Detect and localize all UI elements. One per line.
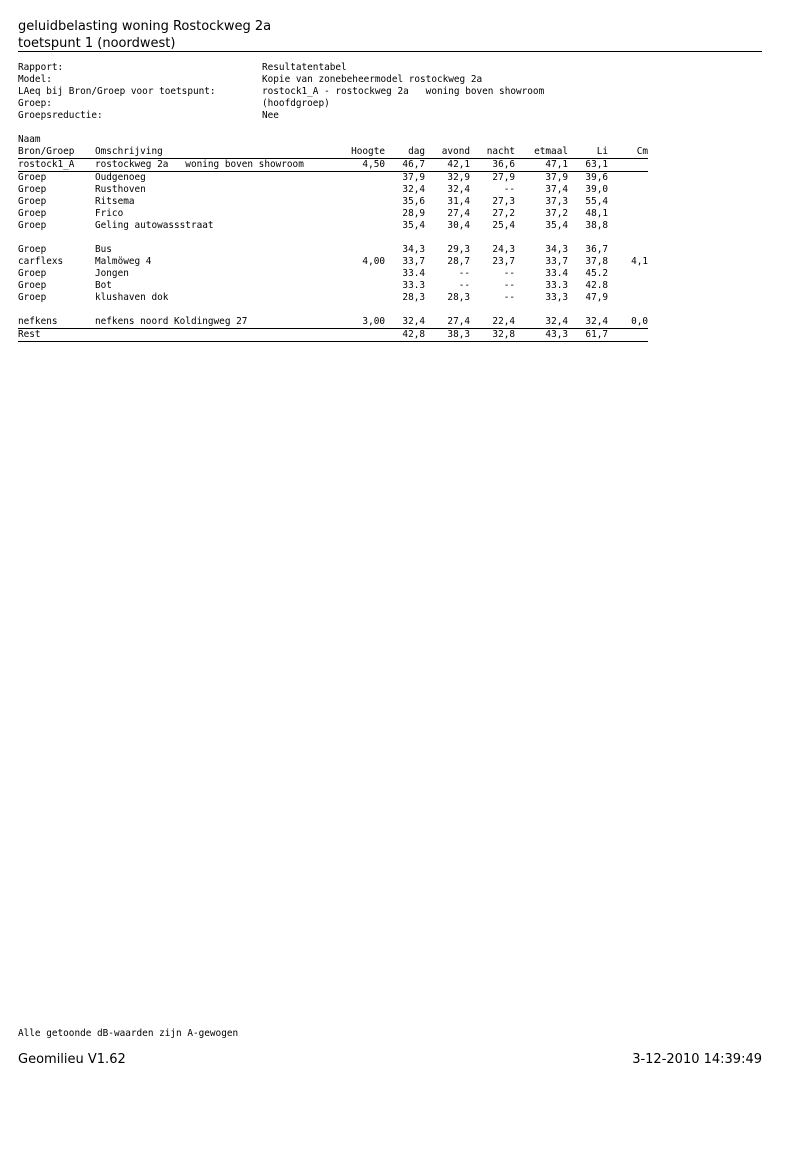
cell-dag: 46,7	[385, 159, 425, 172]
meta-row-groepsreductie	[18, 110, 279, 122]
cell-cm	[608, 196, 648, 208]
cell-avond: 32,9	[447, 172, 470, 183]
cell-avond: 28,7	[447, 256, 470, 267]
report-timestamp: 3-12-2010 14:39:49	[632, 1052, 762, 1067]
cell-li: 32,4	[568, 316, 608, 329]
cell-cm	[608, 172, 648, 185]
cell-hoogte	[335, 329, 385, 342]
cell-naam: nefkens	[18, 316, 95, 329]
meta-key: Groepsreductie:	[18, 110, 103, 121]
cell-etmaal: 33,3	[545, 292, 568, 303]
meta-row-groep	[18, 98, 330, 110]
cell-nacht: --	[503, 268, 515, 279]
header-nacht: nacht	[470, 146, 515, 159]
cell-etmaal: 37,3	[545, 196, 568, 207]
cell-cm	[608, 292, 648, 304]
cell-cm: 4,1	[631, 256, 648, 267]
meta-value: rostock1_A - rostockweg 2a woning boven showroom	[262, 86, 545, 97]
cell-omschrijving: Geling autowassstraat	[95, 220, 214, 231]
cell-hoogte: 4,00	[362, 256, 385, 267]
header-li: Li	[568, 146, 608, 159]
report-title: geluidbelasting woning Rostockweg 2a	[18, 19, 272, 34]
cell-naam: Groep	[18, 196, 47, 207]
cell-dag: 42,8	[385, 329, 425, 342]
table-header-row	[18, 146, 648, 159]
cell-etmaal: 32,4	[515, 316, 568, 329]
cell-li: 61,7	[568, 329, 608, 342]
cell-dag: 33.4	[402, 268, 425, 279]
cell-etmaal: 35,4	[545, 220, 568, 231]
cell-cm	[608, 184, 648, 196]
cell-avond: 27,4	[447, 208, 470, 219]
cell-etmaal: 47,1	[515, 159, 568, 172]
header-cm: Cm	[608, 146, 648, 159]
cell-hoogte	[335, 172, 385, 185]
cell-nacht: --	[503, 280, 515, 291]
cell-omschrijving: Bus	[95, 244, 112, 255]
cell-nacht: 27,2	[492, 208, 515, 219]
cell-dag: 33.3	[402, 280, 425, 291]
cell-naam: Groep	[18, 268, 47, 279]
header-bron-groep: Bron/Groep	[18, 146, 95, 159]
meta-row-rapport	[18, 62, 347, 74]
cell-nacht: 25,4	[492, 220, 515, 231]
cell-li: 48,1	[585, 208, 608, 219]
meta-key: Groep:	[18, 98, 52, 109]
cell-cm	[608, 329, 648, 342]
cell-nacht: 36,6	[470, 159, 515, 172]
cell-etmaal: 37,9	[545, 172, 568, 183]
cell-dag: 28,9	[402, 208, 425, 219]
meta-value: Kopie van zonebeheermodel rostockweg 2a	[262, 74, 483, 85]
meta-key: LAeq bij Bron/Groep voor toetspunt:	[18, 86, 216, 97]
cell-cm	[608, 268, 648, 280]
cell-avond: 27,4	[425, 316, 470, 329]
cell-avond: 29,3	[447, 244, 470, 255]
cell-etmaal: 37,4	[545, 184, 568, 195]
cell-nacht: 23,7	[492, 256, 515, 267]
cell-avond: 38,3	[425, 329, 470, 342]
cell-li: 47,9	[585, 292, 608, 303]
cell-li: 39,0	[585, 184, 608, 195]
cell-li: 55,4	[585, 196, 608, 207]
cell-hoogte: 4,50	[335, 159, 385, 172]
cell-dag: 34,3	[402, 244, 425, 255]
meta-row-model	[18, 74, 483, 86]
cell-li: 42.8	[585, 280, 608, 291]
cell-etmaal: 33.4	[545, 268, 568, 279]
cell-omschrijving: nefkens noord Koldingweg 27	[95, 316, 335, 329]
header-divider	[18, 51, 762, 52]
table-row	[18, 220, 648, 232]
meta-value: (hoofdgroep)	[262, 98, 330, 109]
cell-dag: 35,6	[402, 196, 425, 207]
cell-nacht: 32,8	[470, 329, 515, 342]
table-row	[18, 280, 648, 292]
table-row	[18, 316, 648, 329]
cell-avond: 31,4	[447, 196, 470, 207]
cell-naam: Groep	[18, 244, 47, 255]
software-version: Geomilieu V1.62	[18, 1052, 126, 1067]
cell-hoogte	[335, 292, 385, 304]
cell-naam: carflexs	[18, 256, 64, 267]
cell-omschrijving: Bot	[95, 280, 112, 291]
cell-etmaal: 33.3	[545, 280, 568, 291]
header-avond: avond	[425, 146, 470, 159]
header-etmaal: etmaal	[515, 146, 568, 159]
table-row	[18, 292, 648, 304]
cell-li: 36,7	[585, 244, 608, 255]
cell-omschrijving: Jongen	[95, 268, 129, 279]
header-omschrijving: Omschrijving	[95, 146, 335, 159]
cell-hoogte	[335, 184, 385, 196]
cell-etmaal: 33,7	[545, 256, 568, 267]
cell-li: 38,8	[585, 220, 608, 231]
cell-hoogte	[335, 196, 385, 208]
cell-cm	[608, 244, 648, 256]
cell-cm: 0,0	[608, 316, 648, 329]
cell-etmaal: 43,3	[515, 329, 568, 342]
cell-etmaal: 37,2	[545, 208, 568, 219]
cell-nacht: --	[503, 292, 515, 303]
cell-nacht: 27,3	[492, 196, 515, 207]
cell-dag: 33,7	[402, 256, 425, 267]
table-row	[18, 184, 648, 196]
cell-dag: 37,9	[402, 172, 425, 183]
cell-hoogte	[335, 220, 385, 232]
meta-key: Rapport:	[18, 62, 64, 73]
footnote: Alle getoonde dB-waarden zijn A-gewogen	[18, 1028, 239, 1039]
cell-cm	[608, 280, 648, 292]
meta-key: Model:	[18, 74, 52, 85]
cell-hoogte	[335, 280, 385, 292]
cell-omschrijving: Rusthoven	[95, 184, 146, 195]
cell-omschrijving: Frico	[95, 208, 124, 219]
cell-avond: 42,1	[425, 159, 470, 172]
cell-hoogte	[335, 244, 385, 256]
cell-cm	[608, 220, 648, 232]
cell-omschrijving	[95, 329, 335, 342]
cell-naam: Groep	[18, 208, 47, 219]
cell-omschrijving: Oudgenoeg	[95, 172, 146, 183]
cell-dag: 28,3	[402, 292, 425, 303]
meta-row-laeq	[18, 86, 545, 98]
cell-naam: Groep	[18, 172, 47, 183]
cell-nacht: 27,9	[492, 172, 515, 183]
cell-li: 37,8	[585, 256, 608, 267]
results-table	[18, 146, 648, 342]
cell-dag: 32,4	[402, 184, 425, 195]
report-subtitle: toetspunt 1 (noordwest)	[18, 36, 176, 51]
cell-avond: 28,3	[447, 292, 470, 303]
cell-avond: --	[458, 268, 470, 279]
cell-etmaal: 34,3	[545, 244, 568, 255]
cell-naam: Groep	[18, 292, 47, 303]
cell-omschrijving: klushaven dok	[95, 292, 169, 303]
table-row	[18, 268, 648, 280]
table-spacer	[18, 232, 648, 244]
cell-naam: Groep	[18, 280, 47, 291]
cell-li: 45.2	[585, 268, 608, 279]
cell-dag: 35,4	[402, 220, 425, 231]
meta-value: Resultatentabel	[262, 62, 347, 73]
cell-avond: 30,4	[447, 220, 470, 231]
cell-omschrijving: Ritsema	[95, 196, 135, 207]
column-label-naam: Naam	[18, 134, 41, 145]
cell-naam: rostock1_A	[18, 159, 95, 172]
cell-naam: Rest	[18, 329, 95, 342]
cell-omschrijving: rostockweg 2a woning boven showroom	[95, 159, 335, 172]
cell-avond: --	[458, 280, 470, 291]
table-row	[18, 244, 648, 256]
cell-li: 39,6	[585, 172, 608, 183]
meta-value: Nee	[262, 110, 279, 121]
cell-hoogte: 3,00	[335, 316, 385, 329]
table-row	[18, 196, 648, 208]
cell-nacht: 22,4	[470, 316, 515, 329]
cell-hoogte	[335, 268, 385, 280]
cell-naam: Groep	[18, 220, 47, 231]
cell-hoogte	[335, 208, 385, 220]
table-row	[18, 208, 648, 220]
table-row	[18, 159, 648, 172]
cell-cm	[608, 159, 648, 172]
table-row-rest	[18, 329, 648, 342]
cell-cm	[608, 208, 648, 220]
table-spacer	[18, 304, 648, 316]
cell-nacht: --	[503, 184, 515, 195]
cell-li: 63,1	[568, 159, 608, 172]
cell-nacht: 24,3	[492, 244, 515, 255]
cell-dag: 32,4	[385, 316, 425, 329]
cell-avond: 32,4	[447, 184, 470, 195]
table-row	[18, 172, 648, 185]
cell-naam: Groep	[18, 184, 47, 195]
header-dag: dag	[385, 146, 425, 159]
header-hoogte: Hoogte	[335, 146, 385, 159]
table-row	[18, 256, 648, 268]
cell-omschrijving: Malmöweg 4	[95, 256, 152, 267]
